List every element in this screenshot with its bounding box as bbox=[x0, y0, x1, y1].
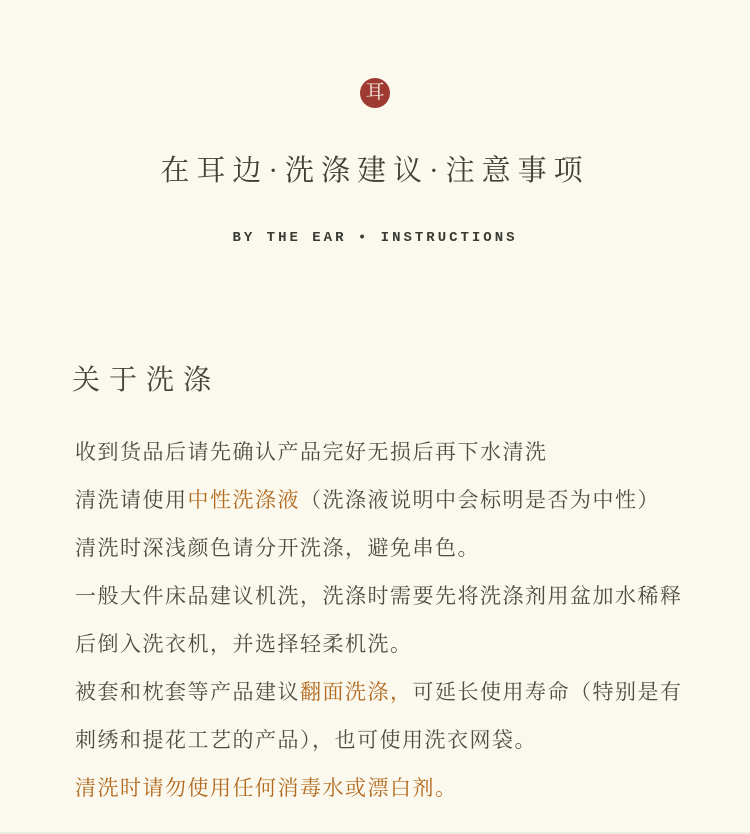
instruction-text-highlight: 清洗时请勿使用任何消毒水或漂白剂。 bbox=[75, 776, 458, 800]
instruction-text: 刺绣和提花工艺的产品），也可使用洗衣网袋。 bbox=[75, 728, 537, 752]
page-title: 在耳边·洗涤建议·注意事项 bbox=[160, 155, 590, 187]
section-heading-about-washing: 关于洗涤 bbox=[72, 365, 221, 396]
instruction-text: （洗涤液说明中会标明是否为中性） bbox=[300, 488, 660, 512]
instruction-text: 后倒入洗衣机，并选择轻柔机洗。 bbox=[75, 632, 413, 656]
instruction-text: 收到货品后请先确认产品完好无损后再下水清洗 bbox=[75, 440, 548, 464]
instruction-text: 被套和枕套等产品建议 bbox=[75, 680, 300, 704]
instruction-line bbox=[75, 716, 710, 764]
instruction-line bbox=[75, 620, 710, 668]
instruction-text: 清洗时深浅颜色请分开洗涤，避免串色。 bbox=[75, 536, 480, 560]
instruction-text-highlight: 中性洗涤液 bbox=[187, 488, 300, 512]
instruction-text-highlight: 翻面洗涤， bbox=[300, 680, 413, 704]
page-subtitle: BY THE EAR • INSTRUCTIONS bbox=[232, 230, 518, 246]
washing-instructions-list bbox=[0, 428, 750, 812]
instruction-text: 可延长使用寿命（特别是有 bbox=[412, 680, 683, 704]
instruction-text: 清洗请使用 bbox=[75, 488, 188, 512]
instruction-line bbox=[75, 764, 710, 812]
instruction-line bbox=[75, 524, 710, 572]
instruction-line bbox=[75, 428, 710, 476]
instruction-text: 一般大件床品建议机洗，洗涤时需要先将洗涤剂用盆加水稀释 bbox=[75, 584, 683, 608]
instruction-line bbox=[75, 668, 710, 716]
brand-seal-icon: 耳 bbox=[360, 78, 390, 108]
instruction-line bbox=[75, 572, 710, 620]
instruction-line bbox=[75, 476, 710, 524]
